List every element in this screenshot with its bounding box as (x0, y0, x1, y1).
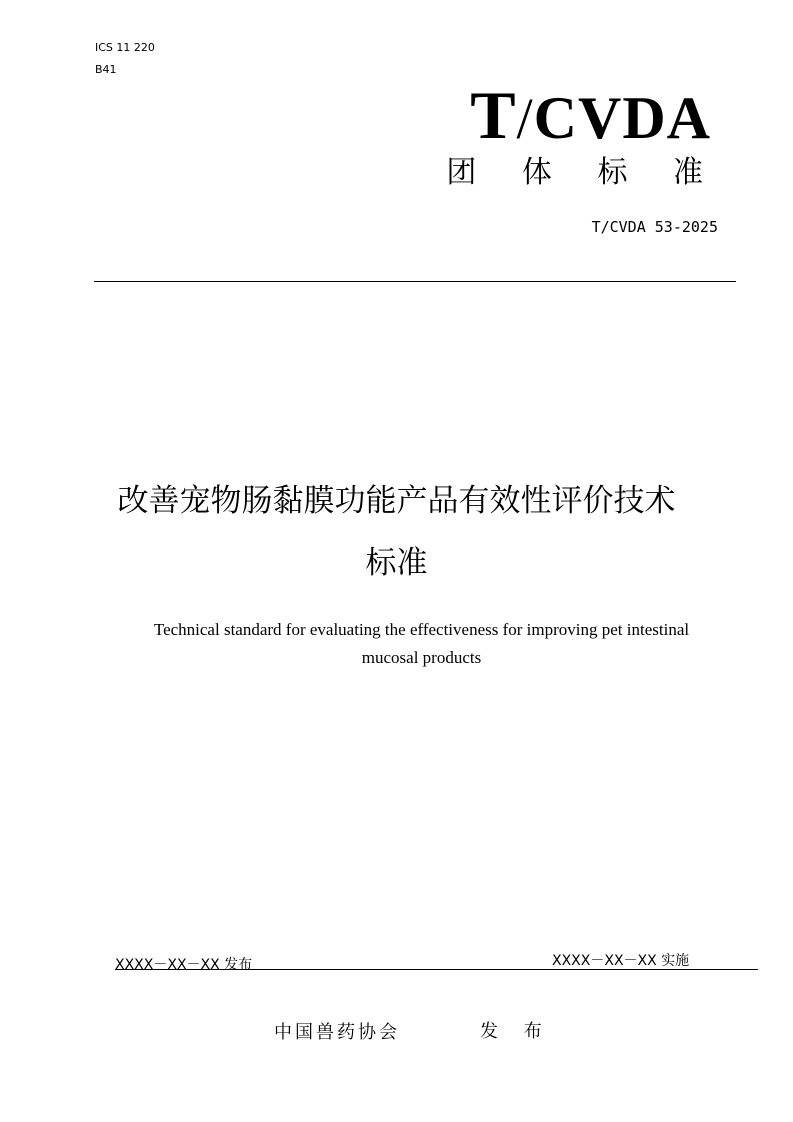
header-divider (94, 281, 736, 282)
logo-cvda: CVDA (533, 85, 711, 151)
title-english-line-1: Technical standard for evaluating the effectiveness for improving pet intestinal (153, 620, 690, 639)
title-english-line-2: mucosal products (361, 648, 482, 667)
standard-number: T/CVDA 53-2025 (591, 218, 718, 236)
publish-label: 发 布 (480, 1021, 552, 1042)
standard-logo (470, 77, 711, 154)
implementation-date: XXXX－XX－XX 实施 (552, 953, 690, 969)
standard-type: 团 体 标 准 (446, 155, 721, 190)
title-chinese-line-1: 改善宠物肠黏膜功能产品有效性评价技术 (117, 483, 676, 519)
ccs-code: B41 (95, 63, 117, 76)
title-english (100, 616, 743, 672)
logo-slash: / (516, 86, 534, 151)
issue-date: XXXX－XX－XX 发布 (115, 957, 253, 973)
ics-code: ICS 11 220 (95, 41, 155, 54)
logo-letter-t: T (470, 77, 517, 153)
title-chinese (80, 470, 713, 594)
publisher-name: 中国兽药协会 (274, 1022, 400, 1043)
footer-divider (115, 969, 758, 970)
title-chinese-line-2: 标准 (365, 545, 428, 581)
